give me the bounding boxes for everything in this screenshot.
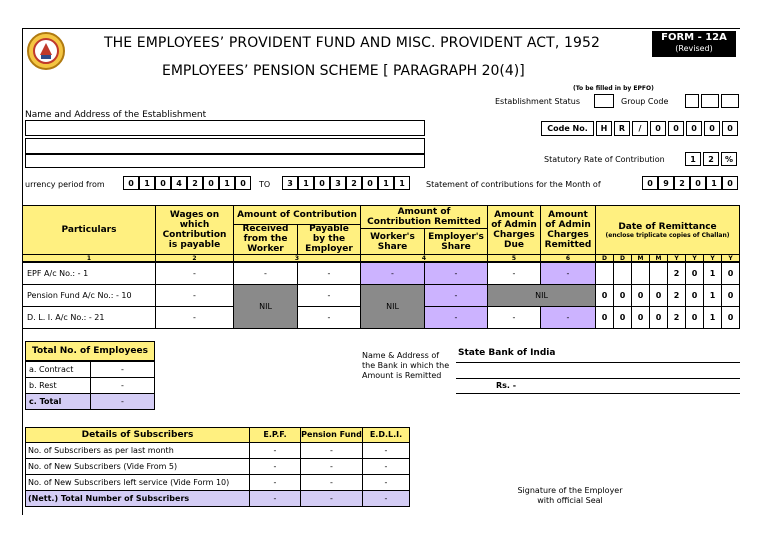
code-label: Code No. xyxy=(547,124,588,133)
employers-share-cell[interactable]: - xyxy=(424,284,488,307)
col-particulars: Particulars xyxy=(22,205,156,255)
month-char-4[interactable]: 1 xyxy=(706,176,722,190)
month-char-2[interactable]: 2 xyxy=(674,176,690,190)
code-char-6[interactable]: 0 xyxy=(704,121,720,136)
col-admin-remitted: Amount of Admin Charges Remitted xyxy=(540,205,596,255)
col-received-worker: Received from the Worker xyxy=(233,224,298,255)
employees-row-label: b. Rest xyxy=(25,377,91,394)
admin-nil-cell: NIL xyxy=(487,284,596,307)
contrib-row-label: D. L. I. A/c No.: - 21 xyxy=(22,306,156,329)
employees-row-value[interactable]: - xyxy=(90,377,155,394)
column-number-4: 4 xyxy=(360,254,488,262)
col-payable-employer: Payable by the Employer xyxy=(297,224,361,255)
col-wages: Wages on which Contribution is payable xyxy=(155,205,234,255)
date-digit-4[interactable]: 2 xyxy=(667,262,686,285)
payable-cell[interactable]: - xyxy=(297,306,361,329)
rate-char-0[interactable]: 1 xyxy=(685,152,701,166)
date-remittance-label: Date of Remittance xyxy=(618,221,717,232)
date-digit-5[interactable]: 0 xyxy=(685,284,704,307)
month-char-5[interactable]: 0 xyxy=(722,176,738,190)
subscribers-row-label: No. of New Subscribers left service (Vide Form 10) xyxy=(25,474,250,491)
employers-share-cell[interactable]: - xyxy=(424,306,488,329)
subscribers-row-value[interactable]: - xyxy=(362,474,410,491)
payable-cell[interactable]: - xyxy=(297,284,361,307)
establishment-status-box[interactable] xyxy=(594,94,614,108)
subscribers-col-2: E.D.L.I. xyxy=(362,427,410,443)
date-digit-6[interactable]: 1 xyxy=(703,284,722,307)
subscribers-row-value[interactable]: - xyxy=(362,442,410,459)
date-digit-7[interactable]: 0 xyxy=(721,306,740,329)
col-amount-remitted: Amount of Contribution Remitted xyxy=(360,205,488,229)
subscribers-row-value[interactable]: - xyxy=(300,442,363,459)
form-number-box xyxy=(652,31,736,57)
subscribers-row-value[interactable]: - xyxy=(300,490,363,507)
col-workers-share: Worker's Share xyxy=(360,228,425,255)
subscribers-row-label: No. of Subscribers as per last month xyxy=(25,442,250,459)
date-digit-4[interactable]: 2 xyxy=(667,284,686,307)
from-char-4[interactable]: 2 xyxy=(187,176,203,190)
code-char-3[interactable]: 0 xyxy=(650,121,666,136)
date-header-7: Y xyxy=(721,254,740,262)
employees-row-value[interactable]: - xyxy=(90,361,155,378)
column-number-5: 5 xyxy=(487,254,541,262)
subscribers-row-label: (Nett.) Total Number of Subscribers xyxy=(25,490,250,507)
signature-line1: Signature of the Employer xyxy=(517,486,623,495)
subscribers-title: Details of Subscribers xyxy=(25,427,250,443)
from-char-6[interactable]: 1 xyxy=(219,176,235,190)
code-char-1[interactable]: R xyxy=(614,121,630,136)
column-number-1: 1 xyxy=(22,254,156,262)
date-remittance-note: (enclose triplicate copies of Challan) xyxy=(605,231,730,239)
column-number-3: 3 xyxy=(233,254,361,262)
date-digit-1[interactable]: 0 xyxy=(613,306,632,329)
col-date-remittance xyxy=(595,205,740,255)
admin-due-cell[interactable]: - xyxy=(487,262,541,285)
col-admin-due: Amount of Admin Charges Due xyxy=(487,205,541,255)
admin-remitted-cell[interactable]: - xyxy=(540,262,596,285)
col-employers-share: Employer's Share xyxy=(424,228,488,255)
group-code-box-1[interactable] xyxy=(685,94,699,108)
from-char-0[interactable]: 0 xyxy=(123,176,139,190)
date-header-0: D xyxy=(595,254,614,262)
date-header-1: D xyxy=(613,254,632,262)
code-char-0[interactable]: H xyxy=(596,121,612,136)
to-char-2[interactable]: 0 xyxy=(314,176,330,190)
bank-line-1 xyxy=(456,362,740,363)
subscribers-row-value[interactable]: - xyxy=(300,458,363,475)
to-char-3[interactable]: 3 xyxy=(330,176,346,190)
to-char-6[interactable]: 1 xyxy=(378,176,394,190)
received-cell[interactable]: - xyxy=(233,262,298,285)
employees-row-value[interactable]: - xyxy=(90,393,155,410)
subscribers-row-value[interactable]: - xyxy=(300,474,363,491)
from-char-3[interactable]: 4 xyxy=(171,176,187,190)
subscribers-row-value[interactable]: - xyxy=(249,442,301,459)
bank-label: Name & Address of the Bank in which the Amount is Remitted xyxy=(362,351,450,380)
from-char-5[interactable]: 0 xyxy=(203,176,219,190)
wages-cell[interactable]: - xyxy=(155,284,234,307)
act-title: THE EMPLOYEES’ PROVIDENT FUND AND MISC. PROVIDENT ACT, 1952 xyxy=(104,35,600,51)
date-digit-5[interactable]: 0 xyxy=(685,306,704,329)
employees-title: Total No. of Employees xyxy=(25,341,155,361)
group-code-label: Group Code xyxy=(621,97,669,106)
epfo-logo-icon xyxy=(26,31,66,71)
wages-cell[interactable]: - xyxy=(155,262,234,285)
rate-char-2[interactable]: % xyxy=(721,152,737,166)
date-digit-3[interactable]: 0 xyxy=(649,306,668,329)
admin-due-cell[interactable]: - xyxy=(487,306,541,329)
code-label-box xyxy=(541,121,594,136)
date-header-2: M xyxy=(631,254,650,262)
date-digit-2[interactable] xyxy=(631,262,650,285)
date-digit-0[interactable] xyxy=(595,262,614,285)
group-code-box-3[interactable] xyxy=(721,94,739,108)
received-nil-cell: NIL xyxy=(233,284,298,329)
date-digit-3[interactable] xyxy=(649,262,668,285)
establishment-label: Name and Address of the Establishment xyxy=(25,110,207,120)
column-number-2: 2 xyxy=(155,254,234,262)
scheme-title: EMPLOYEES’ PENSION SCHEME [ PARAGRAPH 20(4)] xyxy=(162,63,525,79)
subscribers-row-value[interactable]: - xyxy=(249,458,301,475)
to-char-5[interactable]: 0 xyxy=(362,176,378,190)
from-char-7[interactable]: 0 xyxy=(235,176,251,190)
subscribers-row-label: No. of New Subscribers (Vide From 5) xyxy=(25,458,250,475)
establishment-field-1[interactable] xyxy=(25,120,425,136)
establishment-field-2[interactable] xyxy=(25,138,425,154)
date-digit-3[interactable]: 0 xyxy=(649,284,668,307)
subscribers-row-value[interactable]: - xyxy=(249,490,301,507)
to-char-1[interactable]: 1 xyxy=(298,176,314,190)
code-char-2[interactable]: / xyxy=(632,121,648,136)
code-char-5[interactable]: 0 xyxy=(686,121,702,136)
date-digit-1[interactable]: 0 xyxy=(613,284,632,307)
period-to-label: TO xyxy=(259,180,271,189)
date-header-3: M xyxy=(649,254,668,262)
date-digit-4[interactable]: 2 xyxy=(667,306,686,329)
date-digit-0[interactable]: 0 xyxy=(595,306,614,329)
employees-row-label: c. Total xyxy=(25,393,91,410)
date-digit-2[interactable]: 0 xyxy=(631,306,650,329)
col-amount-contribution: Amount of Contribution xyxy=(233,205,361,225)
date-header-5: Y xyxy=(685,254,704,262)
to-char-0[interactable]: 3 xyxy=(282,176,298,190)
subscribers-col-1: Pension Fund xyxy=(300,427,363,443)
column-number-6: 6 xyxy=(540,254,596,262)
date-digit-6[interactable]: 1 xyxy=(703,306,722,329)
date-header-6: Y xyxy=(703,254,722,262)
form-revised: (Revised) xyxy=(675,44,713,53)
establishment-status-label: Establishment Status xyxy=(495,97,580,106)
currency-period-label: urrency period from xyxy=(25,180,105,189)
rate-char-1[interactable]: 2 xyxy=(703,152,719,166)
employers-share-cell[interactable]: - xyxy=(424,262,488,285)
date-digit-1[interactable] xyxy=(613,262,632,285)
contrib-row-label: Pension Fund A/c No.: - 10 xyxy=(22,284,156,307)
bank-line-3 xyxy=(456,393,740,394)
date-digit-0[interactable]: 0 xyxy=(595,284,614,307)
establishment-field-3[interactable] xyxy=(25,154,425,168)
wages-cell[interactable]: - xyxy=(155,306,234,329)
subscribers-col-0: E.P.F. xyxy=(249,427,301,443)
admin-remitted-cell[interactable]: - xyxy=(540,306,596,329)
date-digit-6[interactable]: 1 xyxy=(703,262,722,285)
bank-line-2 xyxy=(456,378,740,379)
epfo-note: (To be filled in by EPFO) xyxy=(573,85,654,92)
code-char-4[interactable]: 0 xyxy=(668,121,684,136)
payable-cell[interactable]: - xyxy=(297,262,361,285)
to-char-4[interactable]: 2 xyxy=(346,176,362,190)
from-char-2[interactable]: 0 xyxy=(155,176,171,190)
code-char-7[interactable]: 0 xyxy=(722,121,738,136)
workers-share-cell[interactable]: - xyxy=(360,262,425,285)
date-digit-5[interactable]: 0 xyxy=(685,262,704,285)
signature-block xyxy=(500,486,640,506)
date-header-4: Y xyxy=(667,254,686,262)
date-digit-7[interactable]: 0 xyxy=(721,284,740,307)
month-char-1[interactable]: 9 xyxy=(658,176,674,190)
from-char-1[interactable]: 1 xyxy=(139,176,155,190)
date-digit-7[interactable]: 0 xyxy=(721,262,740,285)
workers-share-nil-cell: NIL xyxy=(360,284,425,329)
subscribers-row-value[interactable]: - xyxy=(362,490,410,507)
month-char-3[interactable]: 0 xyxy=(690,176,706,190)
statement-month-label: Statement of contributions for the Month of xyxy=(426,180,601,189)
signature-line2: with official Seal xyxy=(537,496,603,505)
subscribers-row-value[interactable]: - xyxy=(362,458,410,475)
form-number: FORM - 12A xyxy=(661,32,727,43)
bank-rs-label: Rs. - xyxy=(496,381,517,390)
subscribers-row-value[interactable]: - xyxy=(249,474,301,491)
employees-row-label: a. Contract xyxy=(25,361,91,378)
month-char-0[interactable]: 0 xyxy=(642,176,658,190)
date-digit-2[interactable]: 0 xyxy=(631,284,650,307)
statutory-rate-label: Statutory Rate of Contribution xyxy=(544,155,665,164)
group-code-box-2[interactable] xyxy=(701,94,719,108)
to-char-7[interactable]: 1 xyxy=(394,176,410,190)
bank-name: State Bank of India xyxy=(458,348,556,358)
contrib-row-label: EPF A/c No.: - 1 xyxy=(22,262,156,285)
